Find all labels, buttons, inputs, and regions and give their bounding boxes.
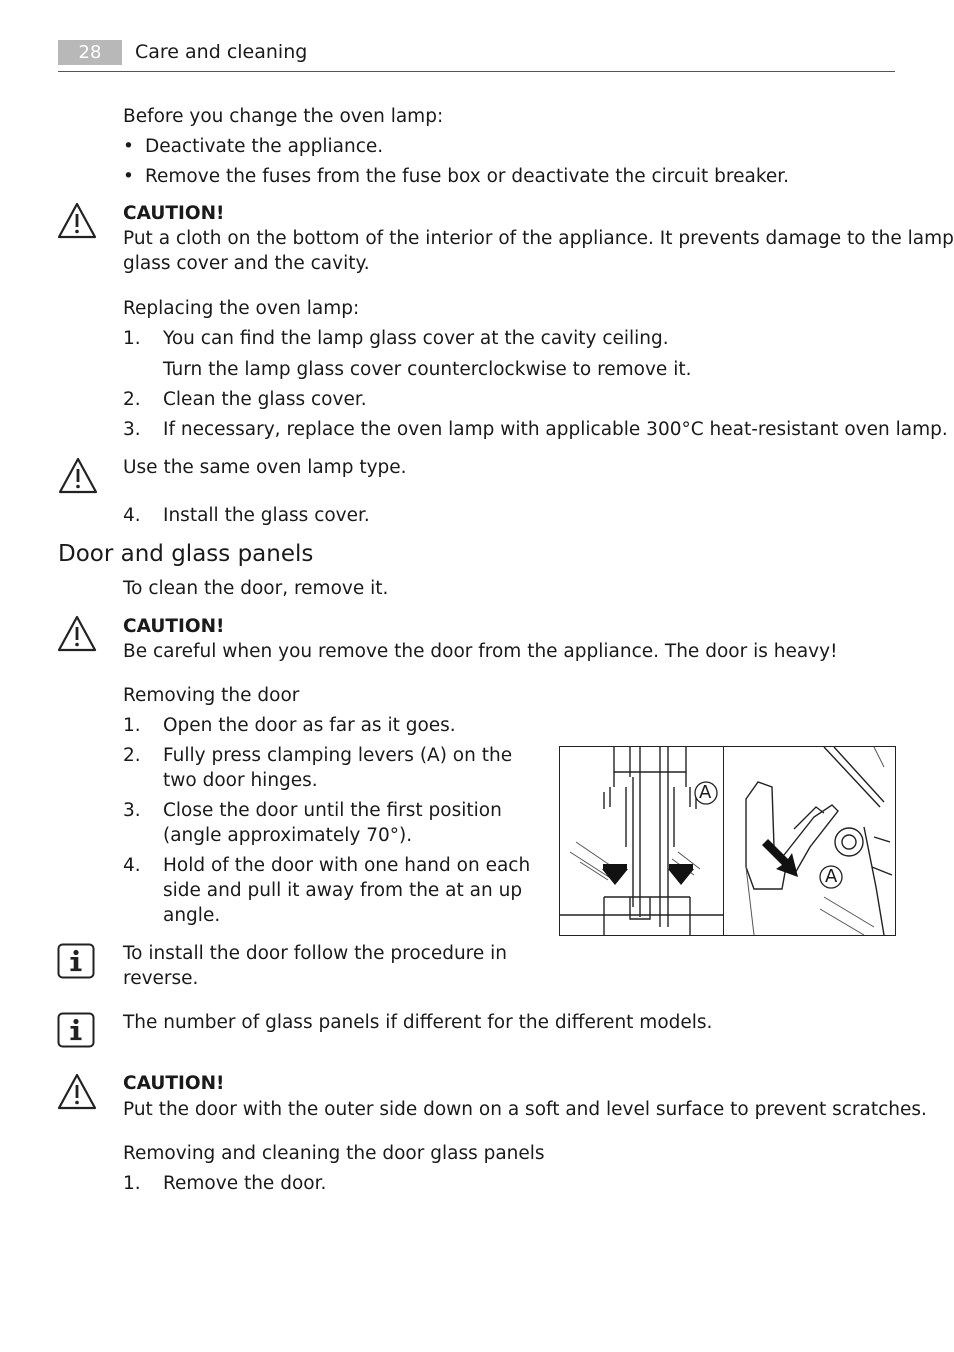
warning-note: Use the same oven lamp type. — [123, 457, 407, 478]
before-heading: Before you change the oven lamp: — [123, 106, 444, 127]
info-icon — [57, 943, 95, 979]
caution-text: Be careful when you remove the door from the appliance. The door is heavy! — [123, 641, 838, 662]
warning-triangle-icon — [57, 615, 97, 653]
bullet-item: Remove the fuses from the fuse box or deactivate the circuit breaker. — [145, 166, 790, 187]
clamping-lever-label: A — [825, 866, 838, 887]
step-number: 3. — [123, 419, 141, 440]
step-text: You can find the lamp glass cover at the cavity ceiling. — [163, 328, 669, 349]
step-number: 2. — [123, 745, 141, 766]
hinge-figure-right — [723, 746, 896, 936]
caution-title: CAUTION! — [123, 616, 225, 637]
step-number: 1. — [123, 1173, 141, 1194]
caution-title: CAUTION! — [123, 1073, 225, 1094]
info-text: The number of glass panels if different for the different models. — [123, 1012, 713, 1033]
page-number: 28 — [58, 40, 122, 65]
info-icon — [57, 1012, 95, 1048]
step-number: 2. — [123, 389, 141, 410]
info-text: reverse. — [123, 968, 199, 989]
step-text: If necessary, replace the oven lamp with applicable 300°C heat-resistant oven lamp. — [163, 419, 948, 440]
step-text: side and pull it away from the at an up — [163, 880, 523, 901]
step-number: 1. — [123, 715, 141, 736]
removing-heading: Removing the door — [123, 685, 300, 706]
step-text: (angle approximately 70°). — [163, 825, 413, 846]
step-text: Hold of the door with one hand on each — [163, 855, 531, 876]
step-number: 1. — [123, 328, 141, 349]
warning-triangle-icon — [58, 457, 98, 495]
bullet-marker: • — [123, 136, 134, 157]
replacing-heading: Replacing the oven lamp: — [123, 298, 360, 319]
warning-triangle-icon — [57, 202, 97, 240]
caution-text: Put a cloth on the bottom of the interior of the appliance. It prevents damage to the lamp — [123, 228, 954, 249]
step-text: angle. — [163, 905, 221, 926]
section-title: Care and cleaning — [135, 41, 308, 63]
bullet-item: Deactivate the appliance. — [145, 136, 384, 157]
step-text: Clean the glass cover. — [163, 389, 367, 410]
step-number: 3. — [123, 800, 141, 821]
header-rule — [58, 71, 895, 72]
step-text: Install the glass cover. — [163, 505, 370, 526]
step-number: 4. — [123, 505, 141, 526]
door-intro: To clean the door, remove it. — [123, 578, 389, 599]
step-text: Remove the door. — [163, 1173, 327, 1194]
glass-heading: Removing and cleaning the door glass panels — [123, 1143, 545, 1164]
caution-title: CAUTION! — [123, 203, 225, 224]
caution-text: glass cover and the cavity. — [123, 253, 370, 274]
clamping-lever-label: A — [699, 782, 712, 803]
warning-triangle-icon — [57, 1073, 97, 1111]
step-text: Open the door as far as it goes. — [163, 715, 456, 736]
hinge-side-illustration — [724, 747, 895, 935]
hinge-front-illustration — [560, 747, 724, 935]
hinge-figure-left — [559, 746, 725, 936]
caution-text: Put the door with the outer side down on a soft and level surface to prevent scratches. — [123, 1099, 927, 1120]
info-text: To install the door follow the procedure in — [123, 943, 508, 964]
step-number: 4. — [123, 855, 141, 876]
door-heading: Door and glass panels — [58, 541, 314, 567]
step-text: Turn the lamp glass cover counterclockwise to remove it. — [163, 359, 692, 380]
step-text: Fully press clamping levers (A) on the — [163, 745, 513, 766]
step-text: two door hinges. — [163, 770, 318, 791]
bullet-marker: • — [123, 166, 134, 187]
step-text: Close the door until the first position — [163, 800, 502, 821]
